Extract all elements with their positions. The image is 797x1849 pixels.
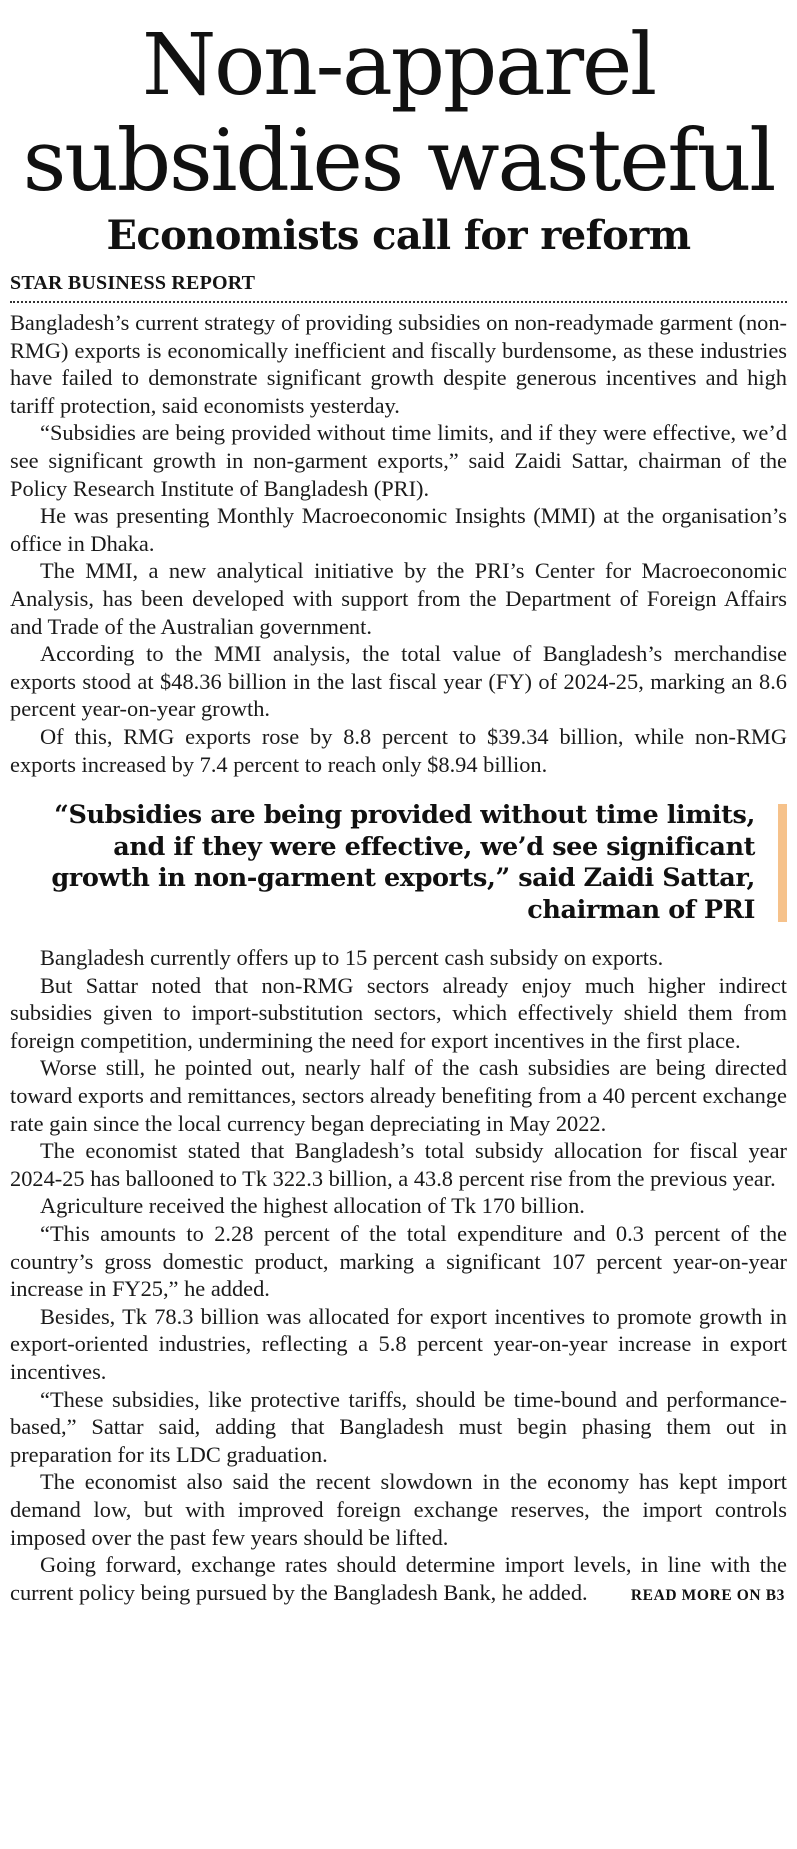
headline <box>10 0 787 210</box>
paragraph: He was presenting Monthly Macroeconomic Insights (MMI) at the organisation’s office in Dhaka. <box>10 503 787 556</box>
paragraph: According to the MMI analysis, the total value of Bangladesh’s merchandise exports stood at $48.36 billion in the last fiscal year (FY) of 2024-25, marking an 8.6 percent year-on-year growth. <box>10 641 787 722</box>
article-body <box>10 309 787 1606</box>
headline-line-1: Non-apparel <box>141 16 656 115</box>
pull-quote-text: “Subsidies are being provided without time limits, and if they were effective, we’d see significant growth in non-garment exports,” said Zaidi Sattar, chairman of PRI <box>51 800 755 925</box>
read-more-link[interactable]: READ MORE ON B3 <box>630 1587 785 1605</box>
paragraph: Worse still, he pointed out, nearly half of the cash subsidies are being directed toward exports and remittances, sectors already benefiting from a 40 percent exchange rate gain since the local currency began depreciating in May 2022. <box>10 1055 787 1136</box>
byline: STAR BUSINESS REPORT <box>10 270 787 303</box>
subheadline: Economists call for reform <box>106 212 691 259</box>
paragraph: The MMI, a new analytical initiative by the PRI’s Center for Macroeconomic Analysis, has been developed with support from the Department of Foreign Affairs and Trade of the Australian government. <box>10 558 787 639</box>
paragraph: Going forward, exchange rates should determine import levels, in line with the current policy being pursued by the Bangladesh Bank, he added. <box>10 1552 787 1605</box>
paragraph: Agriculture received the highest allocation of Tk 170 billion. <box>40 1193 585 1219</box>
last-paragraph-row <box>10 1551 787 1606</box>
paragraph: The economist stated that Bangladesh’s total subsidy allocation for fiscal year 2024-25 has ballooned to Tk 322.3 billion, a 43.8 percent rise from the previous year. <box>10 1138 787 1191</box>
paragraph: But Sattar noted that non-RMG sectors already enjoy much higher indirect subsidies given to import-substitution sectors, which effectively shield them from foreign competition, undermining the need for export incentives in the first place. <box>10 972 787 1053</box>
paragraph: Besides, Tk 78.3 billion was allocated for export incentives to promote growth in export-oriented industries, reflecting a 5.8 percent year-on-year increase in export incentives. <box>10 1303 787 1384</box>
pull-quote <box>10 800 787 926</box>
pull-quote-accent-bar <box>778 804 787 922</box>
paragraph: The economist also said the recent slowdown in the economy has kept import demand low, but with improved foreign exchange reserves, the import controls imposed over the past few years should be lifted. <box>10 1469 787 1550</box>
headline-line-2: subsidies wasteful <box>22 112 775 211</box>
paragraph: “These subsidies, like protective tariffs, should be time-bound and performance-based,” Sattar said, adding that Bangladesh must begin phasing them out in preparation for its LDC graduation. <box>10 1386 787 1467</box>
paragraph: “Subsidies are being provided without time limits, and if they were effective, we’d see significant growth in non-garment exports,” said Zaidi Sattar, chairman of the Policy Research Institute of Bangladesh (PRI). <box>10 420 787 501</box>
paragraph: Bangladesh currently offers up to 15 percent cash subsidy on exports. <box>40 945 664 971</box>
paragraph: Bangladesh’s current strategy of providing subsidies on non-readymade garment (non-RMG) exports is economically inefficient and fiscally burdensome, as these industries have failed to demonstrate significant growth despite generous incentives and high tariff protection, said economists yesterday. <box>10 310 787 418</box>
paragraph: Of this, RMG exports rose by 8.8 percent to $39.34 billion, while non-RMG exports increased by 7.4 percent to reach only $8.94 billion. <box>10 723 787 777</box>
paragraph: “This amounts to 2.28 percent of the total expenditure and 0.3 percent of the country’s gross domestic product, marking a significant 107 percent year-on-year increase in FY25,” he added. <box>10 1221 787 1302</box>
